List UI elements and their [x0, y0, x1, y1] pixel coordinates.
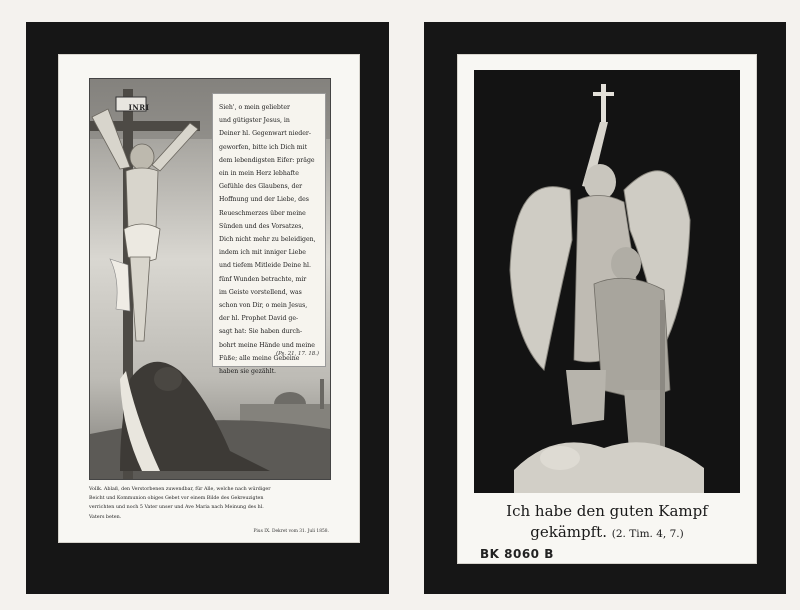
prayer-line: fünf Wunden betrachte, mir [219, 275, 307, 283]
indulgence-source: Pius IX. Dekret vom 31. Juli 1858. [253, 529, 329, 534]
raised-cross [601, 84, 606, 124]
cannonball-pile [540, 446, 580, 470]
catalog-number: BK 8060 B [480, 547, 554, 561]
angel-soldier-statue-image [474, 70, 740, 493]
prayer-line: ein in mein Herz lebhafte [219, 170, 299, 178]
prayer-text [219, 101, 321, 378]
scripture-quote-line-1: Ich habe den guten Kampf [506, 502, 708, 520]
crucifixion-image [89, 78, 331, 480]
prayer-line: sagt hat: Sie haben durch- [219, 328, 303, 336]
prayer-line: indem ich mit inniger Liebe [219, 249, 306, 257]
inri-sign: INRI [128, 103, 150, 112]
indulgence-line: Vollk. Ablaß, den Verstorbenen zuwendbar, für Alle, welche nach würdiger [89, 487, 271, 492]
prayer-line: dem lebendigsten Eifer: präge [219, 156, 315, 164]
right-memorial-card [457, 54, 757, 564]
prayer-line: Reueschmerzes über meine [219, 209, 306, 217]
prayer-line: geworfen, bitte ich Dich mit [219, 143, 308, 151]
indulgence-line: Beicht und Kommunion obiges Gebet vor einem Bilde des Gekreuzigten [89, 496, 264, 502]
prayer-line: und gütigster Jesus, in [219, 117, 290, 125]
prayer-line: Sünden und des Vorsatzes, [219, 222, 304, 230]
prayer-line: der hl. Prophet David ge- [219, 315, 299, 323]
indulgence-line: verrichten und noch 5 Vater unser und Ave Maria nach Meinung des hl. [89, 505, 264, 511]
prayer-line: Sieh', o mein geliebter [219, 104, 290, 111]
quote-text: gekämpft. [530, 523, 607, 541]
prayer-line: Hoffnung und der Liebe, des [219, 196, 309, 204]
angel-soldier-illustration [474, 70, 740, 493]
scripture-reference: (2. Tim. 4, 7.) [611, 528, 684, 540]
prayer-line: und tiefem Mitleide Deine hl. [219, 262, 311, 270]
prayer-line: schon von Dir, o mein Jesus, [219, 302, 308, 310]
prayer-line: haben sie gezählt. [219, 368, 277, 376]
prayer-scroll [212, 93, 326, 376]
prayer-line: bohrt meine Hände und meine [219, 341, 315, 349]
prayer-line: Gefühle des Glaubens, der [219, 183, 303, 191]
indulgence-text [89, 485, 329, 522]
scripture-quote-line-2 [458, 523, 756, 541]
prayer-line: Füße; alle meine Gebeine [219, 354, 300, 362]
prayer-line: Deiner hl. Gegenwart nieder- [219, 130, 311, 138]
prayer-line: Dich nicht mehr zu beleidigen, [219, 236, 316, 244]
prayer-line: im Geiste vorstellend, was [219, 288, 302, 296]
prayer-reference: (Ps. 21, 17. 18.) [275, 351, 319, 357]
indulgence-line: Vaters beten. [89, 514, 122, 520]
left-prayer-card [58, 54, 360, 543]
sword [660, 300, 665, 450]
